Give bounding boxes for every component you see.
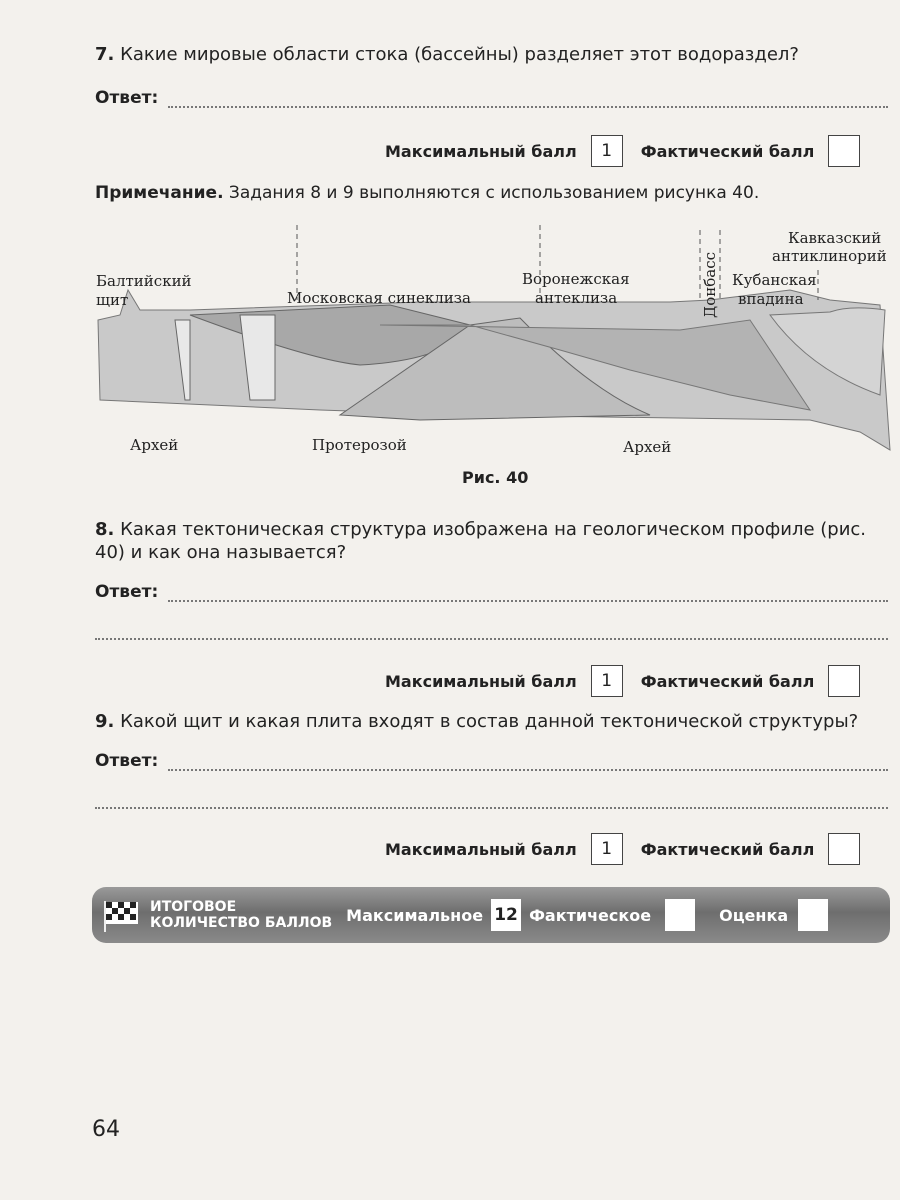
max-score-box: 1 — [591, 665, 623, 697]
total-title — [150, 899, 332, 931]
label-kuban-depression-2: впадина — [738, 290, 804, 308]
geological-profile-figure — [90, 220, 900, 470]
answer-label: Ответ: — [95, 751, 159, 771]
max-score-label: Максимальный балл — [385, 141, 577, 161]
score-row-7 — [385, 135, 860, 167]
answer-line[interactable] — [168, 106, 888, 108]
actual-score-box[interactable] — [828, 665, 860, 697]
label-moscow-syneclise: Московская синеклиза — [287, 289, 471, 307]
question-text: Какие мировые области стока (бассейны) разделяет этот водораздел? — [120, 44, 799, 65]
label-donbass: Донбасс — [701, 252, 719, 318]
label-voronezh-anteclise-2: антеклиза — [535, 289, 618, 307]
actual-score-box[interactable] — [828, 833, 860, 865]
max-score-label: Максимальный балл — [385, 671, 577, 691]
actual-score-label: Фактический балл — [640, 141, 815, 161]
max-score-label: Максимальный балл — [385, 839, 577, 859]
total-score-bar — [92, 887, 890, 943]
page-number: 64 — [92, 1117, 120, 1142]
grade-label: Оценка — [719, 905, 789, 925]
actual-score-label: Фактический балл — [640, 671, 815, 691]
grade-box[interactable] — [798, 899, 828, 931]
answer-line[interactable] — [168, 600, 888, 602]
note-text: Задания 8 и 9 выполняются с использованием рисунка 40. — [223, 183, 760, 203]
figure-caption: Рис. 40 — [462, 468, 529, 487]
score-row-8 — [385, 665, 860, 697]
question-9 — [95, 710, 885, 733]
actual-score-box[interactable] — [828, 135, 860, 167]
total-max-box: 12 — [491, 899, 521, 931]
label-kuban-depression: Кубанская — [732, 271, 817, 289]
total-max-label: Максимальное — [346, 905, 484, 925]
score-row-9 — [385, 833, 860, 865]
label-baltic-shield: Балтийский — [96, 272, 192, 290]
question-number: 8. — [95, 519, 115, 540]
max-score-box: 1 — [591, 135, 623, 167]
label-caucasus-anticlinorium-2: антиклинорий — [772, 247, 887, 265]
note — [95, 182, 759, 205]
question-text: Какой щит и какая плита входят в состав данной тектонической структуры? — [120, 711, 859, 732]
answer-label: Ответ: — [95, 88, 159, 108]
answer-line[interactable] — [168, 769, 888, 771]
label-archean-1: Архей — [130, 436, 179, 454]
label-proterozoic: Протерозой — [312, 436, 407, 454]
total-title-line2: КОЛИЧЕСТВО БАЛЛОВ — [150, 915, 333, 931]
question-text: Какая тектоническая структура изображена на геологическом профиле (рис. 40) и как она называется? — [95, 519, 867, 563]
answer-label: Ответ: — [95, 582, 159, 602]
label-caucasus-anticlinorium: Кавказский — [788, 229, 882, 247]
answer-line[interactable] — [95, 807, 888, 809]
question-number: 7. — [95, 44, 115, 65]
question-number: 9. — [95, 711, 115, 732]
total-actual-label: Фактическое — [529, 905, 652, 925]
note-label: Примечание. — [95, 183, 224, 203]
total-title-line1: ИТОГОВОЕ — [150, 899, 237, 915]
question-8 — [95, 518, 885, 564]
label-archean-2: Архей — [623, 438, 672, 456]
actual-score-label: Фактический балл — [640, 839, 815, 859]
checkered-flag-icon — [102, 898, 142, 932]
question-7 — [95, 43, 885, 66]
label-voronezh-anteclise: Воронежская — [522, 270, 630, 288]
total-actual-box[interactable] — [665, 899, 695, 931]
label-baltic-shield-2: щит — [96, 291, 129, 309]
max-score-box: 1 — [591, 833, 623, 865]
answer-line[interactable] — [95, 638, 888, 640]
